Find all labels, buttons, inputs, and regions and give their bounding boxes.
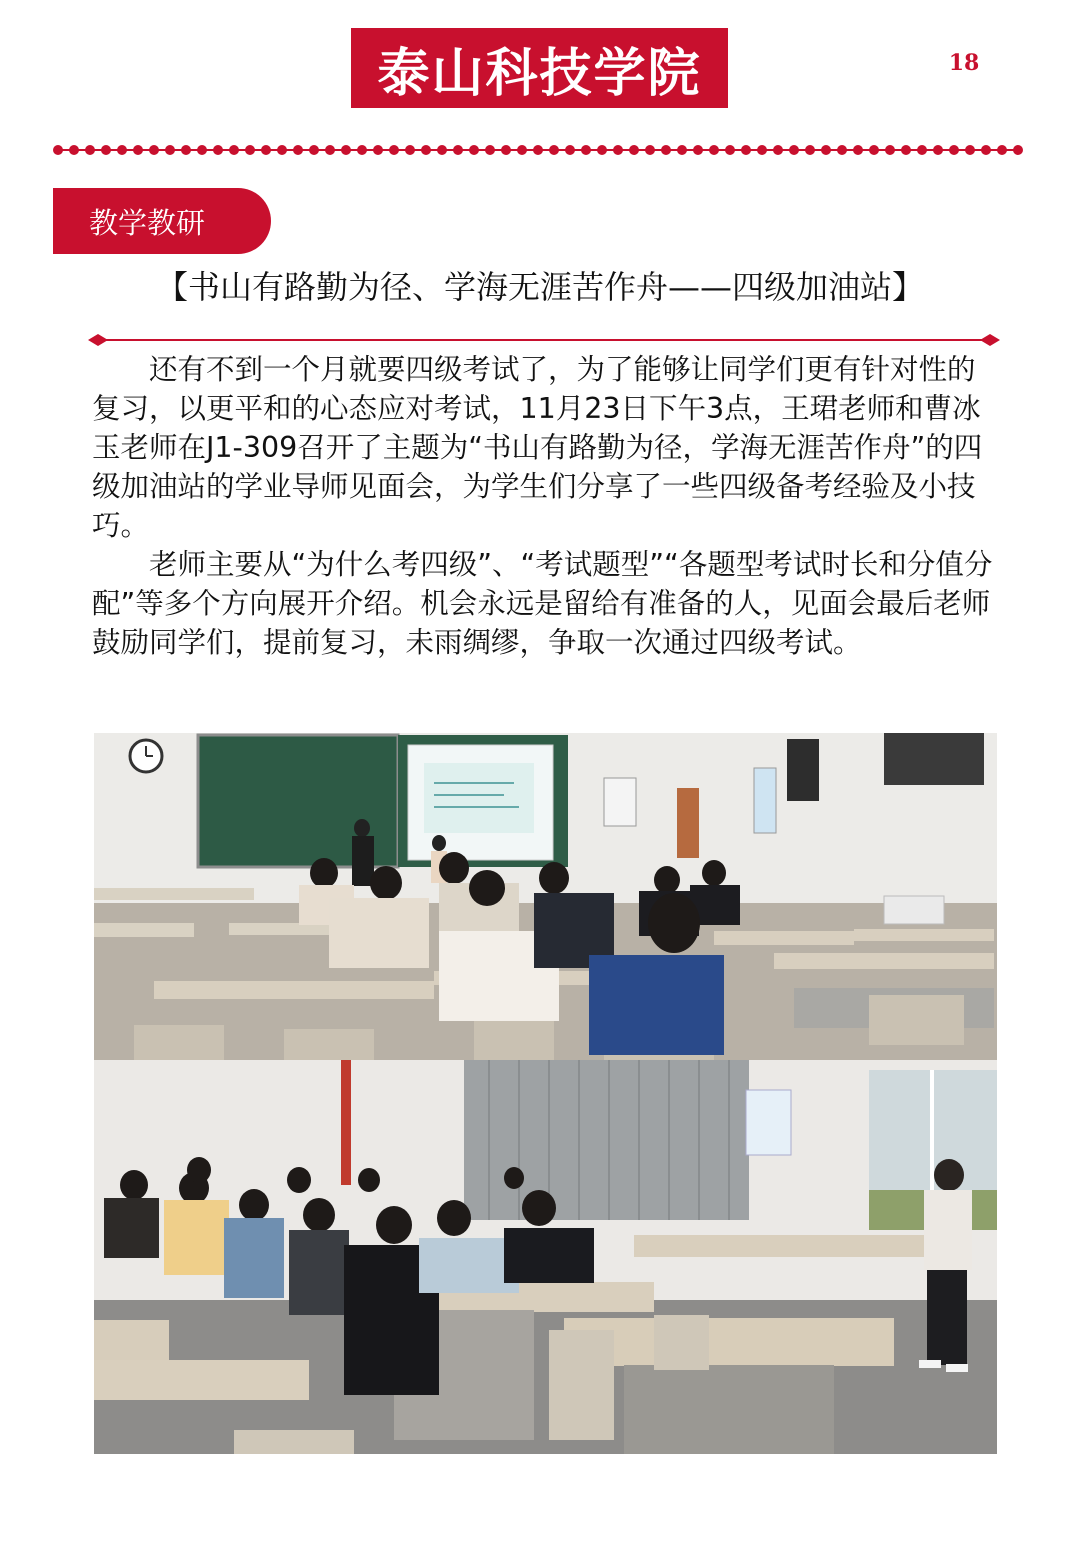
dotted-divider	[52, 140, 1028, 160]
article-title: 【书山有路勤为径、学海无涯苦作舟——四级加油站】	[155, 268, 924, 306]
school-name-banner	[351, 28, 728, 108]
article-body	[92, 350, 1002, 662]
page-number: 18	[948, 50, 980, 76]
section-tab	[53, 188, 271, 254]
section-label: 教学教研	[89, 205, 206, 240]
school-name: 泰山科技学院	[377, 42, 702, 104]
classroom-photo-1	[94, 733, 997, 1060]
paragraph-2: 老师主要从“为什么考四级”、“考试题型”“各题型考试时长和分值分配”等多个方向展开介绍。机会永远是留给有准备的人，见面会最后老师鼓励同学们，提前复习，未雨绸缪，争取一次通过四级考试。	[92, 548, 993, 659]
title-divider	[88, 330, 1000, 350]
paragraph-1: 还有不到一个月就要四级考试了，为了能够让同学们更有针对性的复习，以更平和的心态应对考试，11月23日下午3点，王珺老师和曹冰玉老师在J1-309召开了主题为“书山有路勤为径，学海无涯苦作舟”的四级加油站的学业导师见面会，为学生们分享了一些四级备考经验及小技巧。	[92, 353, 983, 542]
classroom-photo-2	[94, 1060, 997, 1454]
